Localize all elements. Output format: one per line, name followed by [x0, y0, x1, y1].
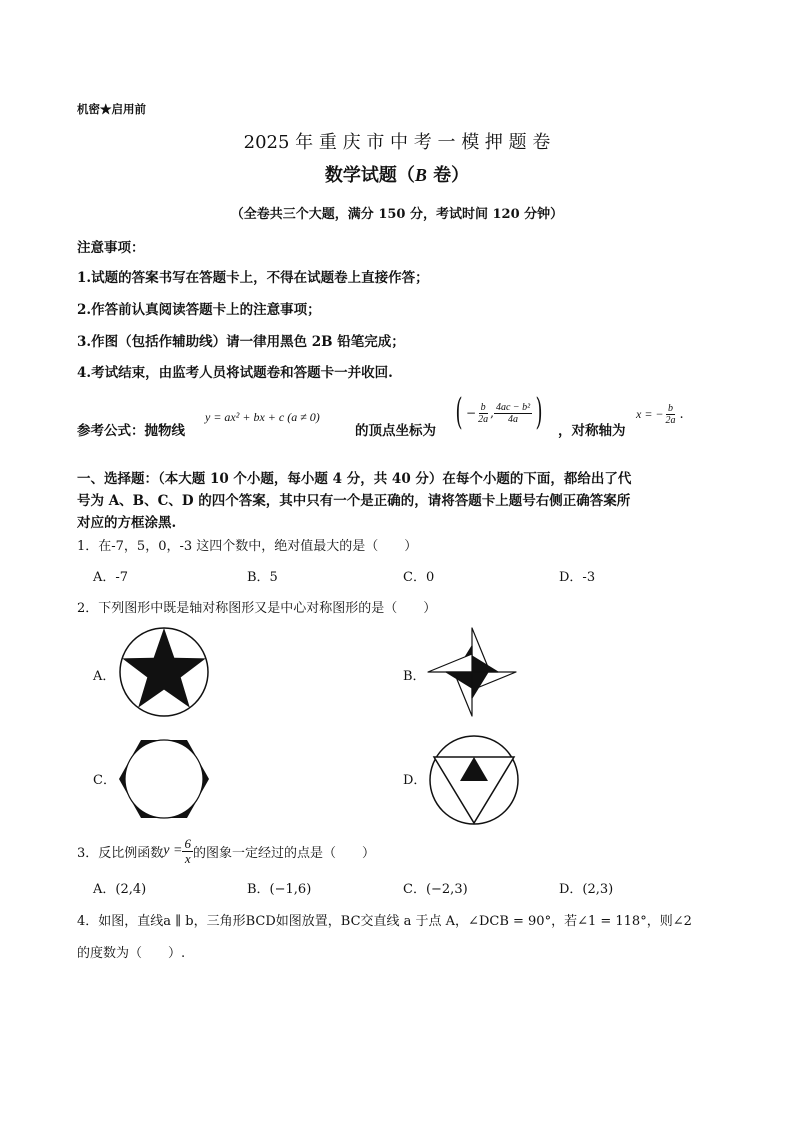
pinwheel-figure: [428, 628, 520, 716]
q3-option-d: D．(2,3): [559, 882, 614, 897]
question-2-stem: 2．下列图形中既是轴对称图形又是中心对称图形的是（ ）: [77, 601, 437, 616]
question-3-stem: 3．反比例函数 y = $\frac{6}{x}$ 的图象一定经过的点是（ ）: [77, 835, 375, 866]
circle-triangle-figure: [428, 734, 520, 826]
q1-option-c: C．0: [403, 570, 435, 585]
axis-label: ，对称轴为: [558, 423, 626, 439]
section-heading: 一、选择题：（本大题 10 个小题，每小题 4 分，共 40 分）在每个小题的下面，都给出了代: [77, 471, 632, 487]
question-4-stem: 4．如图，直线a ∥ b，三角形BCD如图放置，BC交直线 a 于点 A，∠DCB = 90°，若∠1 = 118°，则∠2: [77, 914, 692, 929]
q2-option-b-label: B．: [403, 669, 426, 684]
q3-option-b: B．(−1,6): [247, 882, 312, 897]
q3-option-a: A．(2,4): [93, 882, 147, 897]
q2-option-d-label: D．: [403, 773, 427, 788]
axis-formula: x = − $\frac{b}{2a}$ .: [636, 402, 684, 426]
question-1-stem: 1．在-7，5，0，-3 这四个数中，绝对值最大的是（ ）: [77, 539, 418, 554]
section-heading-line3: 对应的方框涂黑.: [77, 515, 177, 531]
q1-option-d: D．-3: [559, 570, 596, 585]
section-heading-line2: 号为 A、B、C、D 的四个答案，其中只有一个是正确的，请将答题卡上题号右侧正确答案所: [77, 493, 631, 509]
formula-middle: 的顶点坐标为: [355, 423, 436, 439]
vertex-y-fraction: $\frac{\text{4ac − b²}}{4a}$: [495, 401, 531, 425]
note-item: 2.作答前认真阅读答题卡上的注意事项；: [77, 302, 321, 318]
q2-option-c-label: C．: [93, 773, 116, 788]
parabola-equation: y = ax² + bx + c (a ≠ 0): [205, 410, 320, 424]
q2-option-a-label: A．: [93, 669, 116, 684]
formula-prefix: 参考公式：抛物线: [77, 423, 185, 439]
vertex-x-fraction: $\frac{b}{2a}$: [478, 401, 489, 425]
q1-option-b: B．5: [247, 570, 278, 585]
question-4-stem-line2: 的度数为（ ）.: [77, 946, 186, 961]
q1-option-a: A．-7: [93, 570, 129, 585]
axis-fraction: $\frac{b}{2a}$: [665, 402, 676, 426]
subject-title: 数学试题（B 卷）: [324, 165, 470, 186]
exam-title: 2025 年 重 庆 市 中 考 一 模 押 题 卷: [243, 132, 551, 153]
note-item: 1.试题的答案书写在答题卡上，不得在试题卷上直接作答；: [77, 270, 429, 286]
q3-fraction: $\frac{6}{x}$: [184, 835, 191, 866]
notes-heading: 注意事项：: [77, 240, 145, 256]
hexagon-circle-figure: [119, 739, 209, 819]
exam-info: （全卷共三个大题，满分 150 分，考试时间 120 分钟）: [230, 207, 564, 222]
circle-star-figure: [118, 626, 210, 718]
confidential-label: 机密★启用前: [77, 102, 146, 116]
q3-option-c: C．(−2,3): [403, 882, 468, 897]
note-item: 3.作图（包括作辅助线）请一律用黑色 2B 铅笔完成；: [77, 334, 405, 350]
note-item: 4.考试结束，由监考人员将试题卷和答题卡一并收回.: [77, 365, 393, 381]
vertex-coordinate: ( − $\frac{b}{2a}$ , $\frac{\text{4ac − b²}}{4a}$ ): [455, 392, 543, 433]
